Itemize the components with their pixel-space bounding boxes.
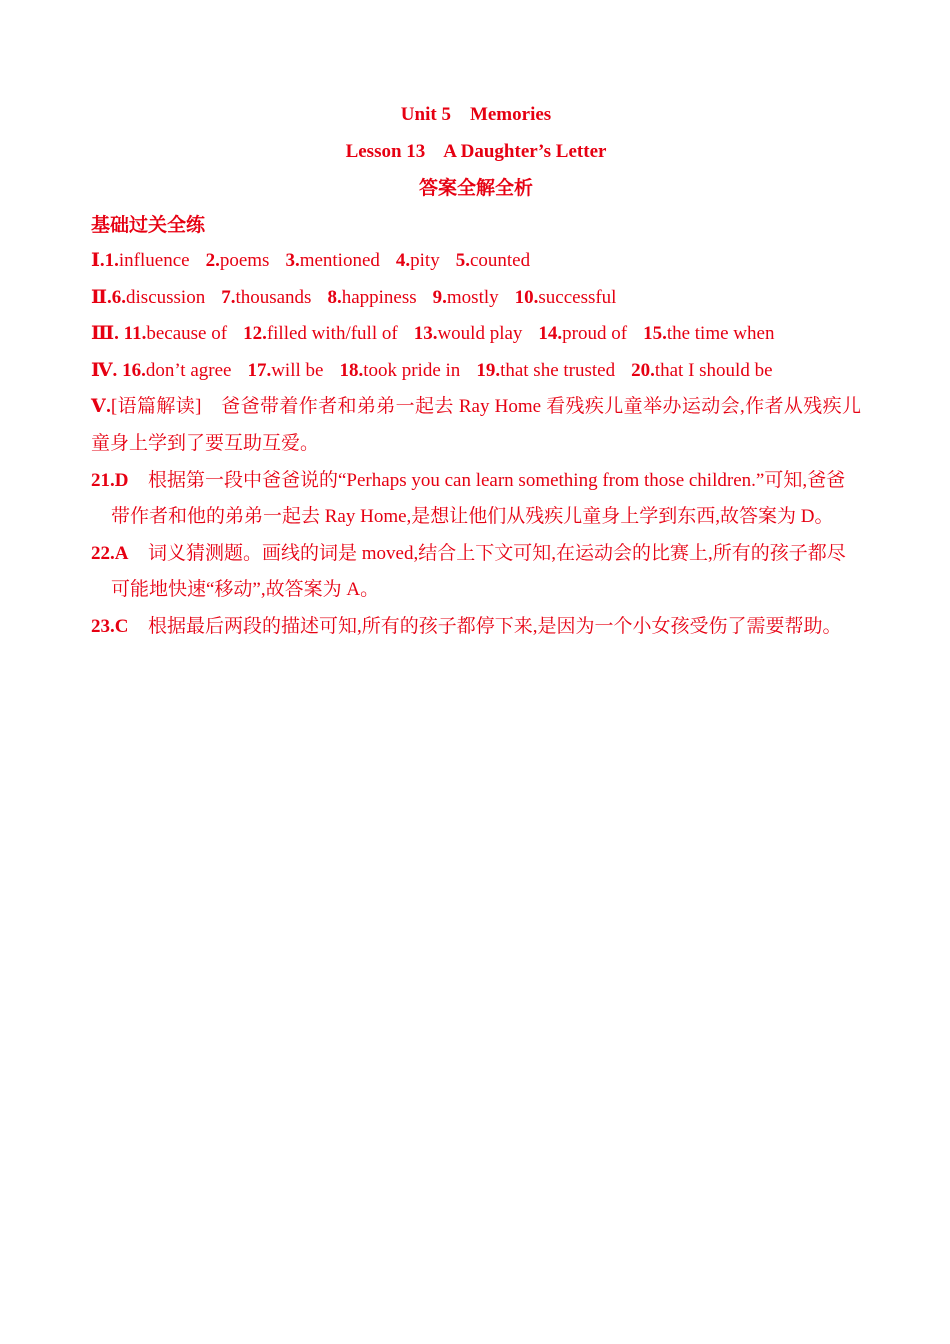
answer-23 xyxy=(91,609,861,646)
answer-item xyxy=(414,316,523,353)
part-5-passage-summary xyxy=(91,389,861,462)
item-number: 1. xyxy=(104,250,119,271)
item-number: 14. xyxy=(538,323,563,345)
answer-key: 23.C xyxy=(91,615,129,637)
item-answer: that I should be xyxy=(654,359,773,381)
answer-document xyxy=(91,96,861,646)
item-answer: because of xyxy=(146,323,228,345)
answer-key: 22.A xyxy=(91,542,129,564)
answer-item xyxy=(122,353,231,390)
item-answer: thousands xyxy=(235,286,312,308)
unit-title: Unit 5 Memories xyxy=(400,104,552,125)
item-answer: mentioned xyxy=(299,250,380,271)
item-number: 20. xyxy=(631,359,655,381)
part-3-row xyxy=(91,316,861,353)
answer-item xyxy=(476,353,615,390)
item-answer: happiness xyxy=(341,286,417,308)
item-number: 5. xyxy=(455,250,470,271)
item-answer: would play xyxy=(437,323,523,345)
item-answer: influence xyxy=(118,250,190,271)
answer-item xyxy=(221,280,311,317)
answer-item xyxy=(631,353,772,390)
item-number: 13. xyxy=(413,323,438,345)
item-number: 3. xyxy=(285,250,300,271)
answer-explanation: 根据最后两段的描述可知,所有的孩子都停下来,是因为一个小女孩受伤了需要帮助。 xyxy=(148,615,842,637)
item-answer: the time when xyxy=(666,323,775,345)
part-4-numeral: Ⅳ. xyxy=(91,359,123,381)
answer-key: 21.D xyxy=(91,469,129,491)
item-number: 10. xyxy=(514,286,539,308)
item-number: 17. xyxy=(247,359,272,381)
part-2-row xyxy=(91,280,861,317)
part-3-numeral: Ⅲ. xyxy=(91,323,124,345)
answer-item xyxy=(243,316,398,353)
item-answer: filled with/full of xyxy=(266,323,398,345)
item-number: 18. xyxy=(339,359,364,381)
answer-item xyxy=(396,243,440,280)
answer-22 xyxy=(91,536,861,609)
answer-item xyxy=(105,243,190,280)
part-4-row xyxy=(91,353,861,390)
item-answer: successful xyxy=(538,286,617,308)
item-number: 4. xyxy=(395,250,411,271)
answer-item xyxy=(538,316,627,353)
item-number: 8. xyxy=(327,286,342,308)
answer-explanation: 根据第一段中爸爸说的“Perhaps you can learn something from those children.”可知,爸爸带作者和他的弟弟一起去 Ray Home,是想让他们从残疾儿童身上学到东西,故答案为 D。 xyxy=(111,469,846,528)
item-answer: mostly xyxy=(446,286,499,308)
part-5-numeral: Ⅴ. xyxy=(91,396,111,418)
item-number: 2. xyxy=(205,250,220,271)
answer-item xyxy=(643,316,774,353)
item-number: 6. xyxy=(111,286,127,308)
passage-summary-text: [语篇解读] 爸爸带着作者和弟弟一起去 Ray Home 看残疾儿童举办运动会,作者从残疾儿童身上学到了要互助互爱。 xyxy=(91,396,861,454)
answer-explanation: 词义猜测题。画线的词是 moved,结合上下文可知,在运动会的比赛上,所有的孩子都尽可能地快速“移动”,故答案为 A。 xyxy=(111,542,846,601)
item-answer: poems xyxy=(219,250,270,271)
part-1-row xyxy=(91,243,861,280)
item-answer: don’t agree xyxy=(145,359,232,381)
answer-item xyxy=(339,353,460,390)
item-answer: will be xyxy=(271,359,324,381)
lesson-title: Lesson 13 A Daughter’s Letter xyxy=(345,141,607,162)
item-answer: proud of xyxy=(562,323,628,345)
answer-item xyxy=(112,280,205,317)
item-number: 7. xyxy=(221,286,236,308)
item-answer: discussion xyxy=(126,286,206,308)
item-answer: pity xyxy=(410,250,440,271)
item-answer: that she trusted xyxy=(500,359,616,381)
item-answer: took pride in xyxy=(363,359,461,381)
part-1-numeral: Ⅰ. xyxy=(91,250,105,271)
item-number: 19. xyxy=(476,359,501,381)
section-title: 基础过关全练 xyxy=(91,215,206,236)
item-number: 15. xyxy=(643,323,667,345)
answer-subtitle: 答案全解全析 xyxy=(418,178,533,199)
item-answer: counted xyxy=(469,250,531,271)
item-number: 9. xyxy=(432,286,447,308)
item-number: 16. xyxy=(122,359,146,381)
answer-item xyxy=(124,316,227,353)
answer-item xyxy=(206,243,270,280)
answer-item xyxy=(456,243,530,280)
answer-item xyxy=(433,280,499,317)
answer-item xyxy=(247,353,323,390)
answer-item xyxy=(285,243,379,280)
part-2-numeral: Ⅱ. xyxy=(91,286,112,308)
item-number: 11. xyxy=(123,323,147,345)
answer-item xyxy=(327,280,416,317)
answer-21 xyxy=(91,463,861,536)
answer-item xyxy=(515,280,617,317)
item-number: 12. xyxy=(243,323,267,345)
